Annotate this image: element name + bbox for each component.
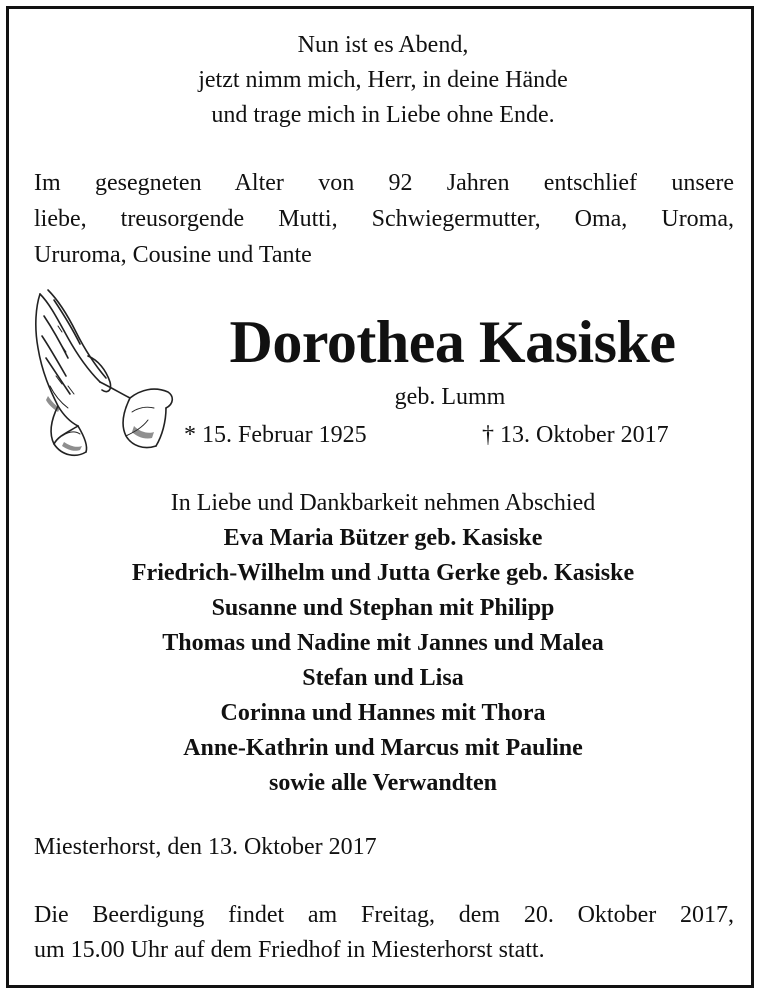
mourner-name: Thomas und Nadine mit Jannes und Malea	[162, 630, 604, 656]
poem-line: jetzt nimm mich, Herr, in deine Hände	[198, 67, 568, 93]
mourners-intro: In Liebe und Dankbarkeit nehmen Abschied	[170, 490, 596, 516]
place-date: Miesterhorst, den 13. Oktober 2017	[34, 834, 377, 860]
intro-line: Ururoma, Cousine und Tante	[34, 242, 312, 268]
intro-text	[34, 165, 734, 273]
intro-line: liebe, treusorgende Mutti, Schwiegermutter, Oma, Uroma,	[34, 206, 734, 232]
praying-hands-icon	[28, 286, 178, 468]
poem-line: Nun ist es Abend,	[297, 32, 469, 58]
poem	[0, 28, 766, 133]
mourner-name: Anne-Kathrin und Marcus mit Pauline	[183, 735, 583, 761]
intro-line: Im gesegneten Alter von 92 Jahren entschlief unsere	[34, 170, 734, 196]
funeral-line: um 15.00 Uhr auf dem Friedhof in Miesterhorst statt.	[34, 937, 545, 963]
mourner-name: Corinna und Hannes mit Thora	[220, 700, 546, 726]
mourner-name: sowie alle Verwandten	[269, 770, 497, 796]
mourner-name: Susanne und Stephan mit Philipp	[211, 595, 555, 621]
mourner-name: Stefan und Lisa	[302, 665, 464, 691]
mourner-name: Friedrich-Wilhelm und Jutta Gerke geb. Kasiske	[131, 560, 635, 586]
poem-line: und trage mich in Liebe ohne Ende.	[211, 102, 555, 128]
funeral-info	[34, 898, 734, 968]
deceased-name: Dorothea Kasiske	[229, 309, 676, 375]
mourner-name: Eva Maria Bützer geb. Kasiske	[223, 525, 543, 551]
mourners-list	[0, 486, 766, 801]
death-date: † 13. Oktober 2017	[482, 422, 669, 448]
maiden-name: geb. Lumm	[394, 384, 506, 410]
funeral-line: Die Beerdigung findet am Freitag, dem 20. Oktober 2017,	[34, 902, 734, 928]
birth-date: * 15. Februar 1925	[184, 422, 367, 448]
